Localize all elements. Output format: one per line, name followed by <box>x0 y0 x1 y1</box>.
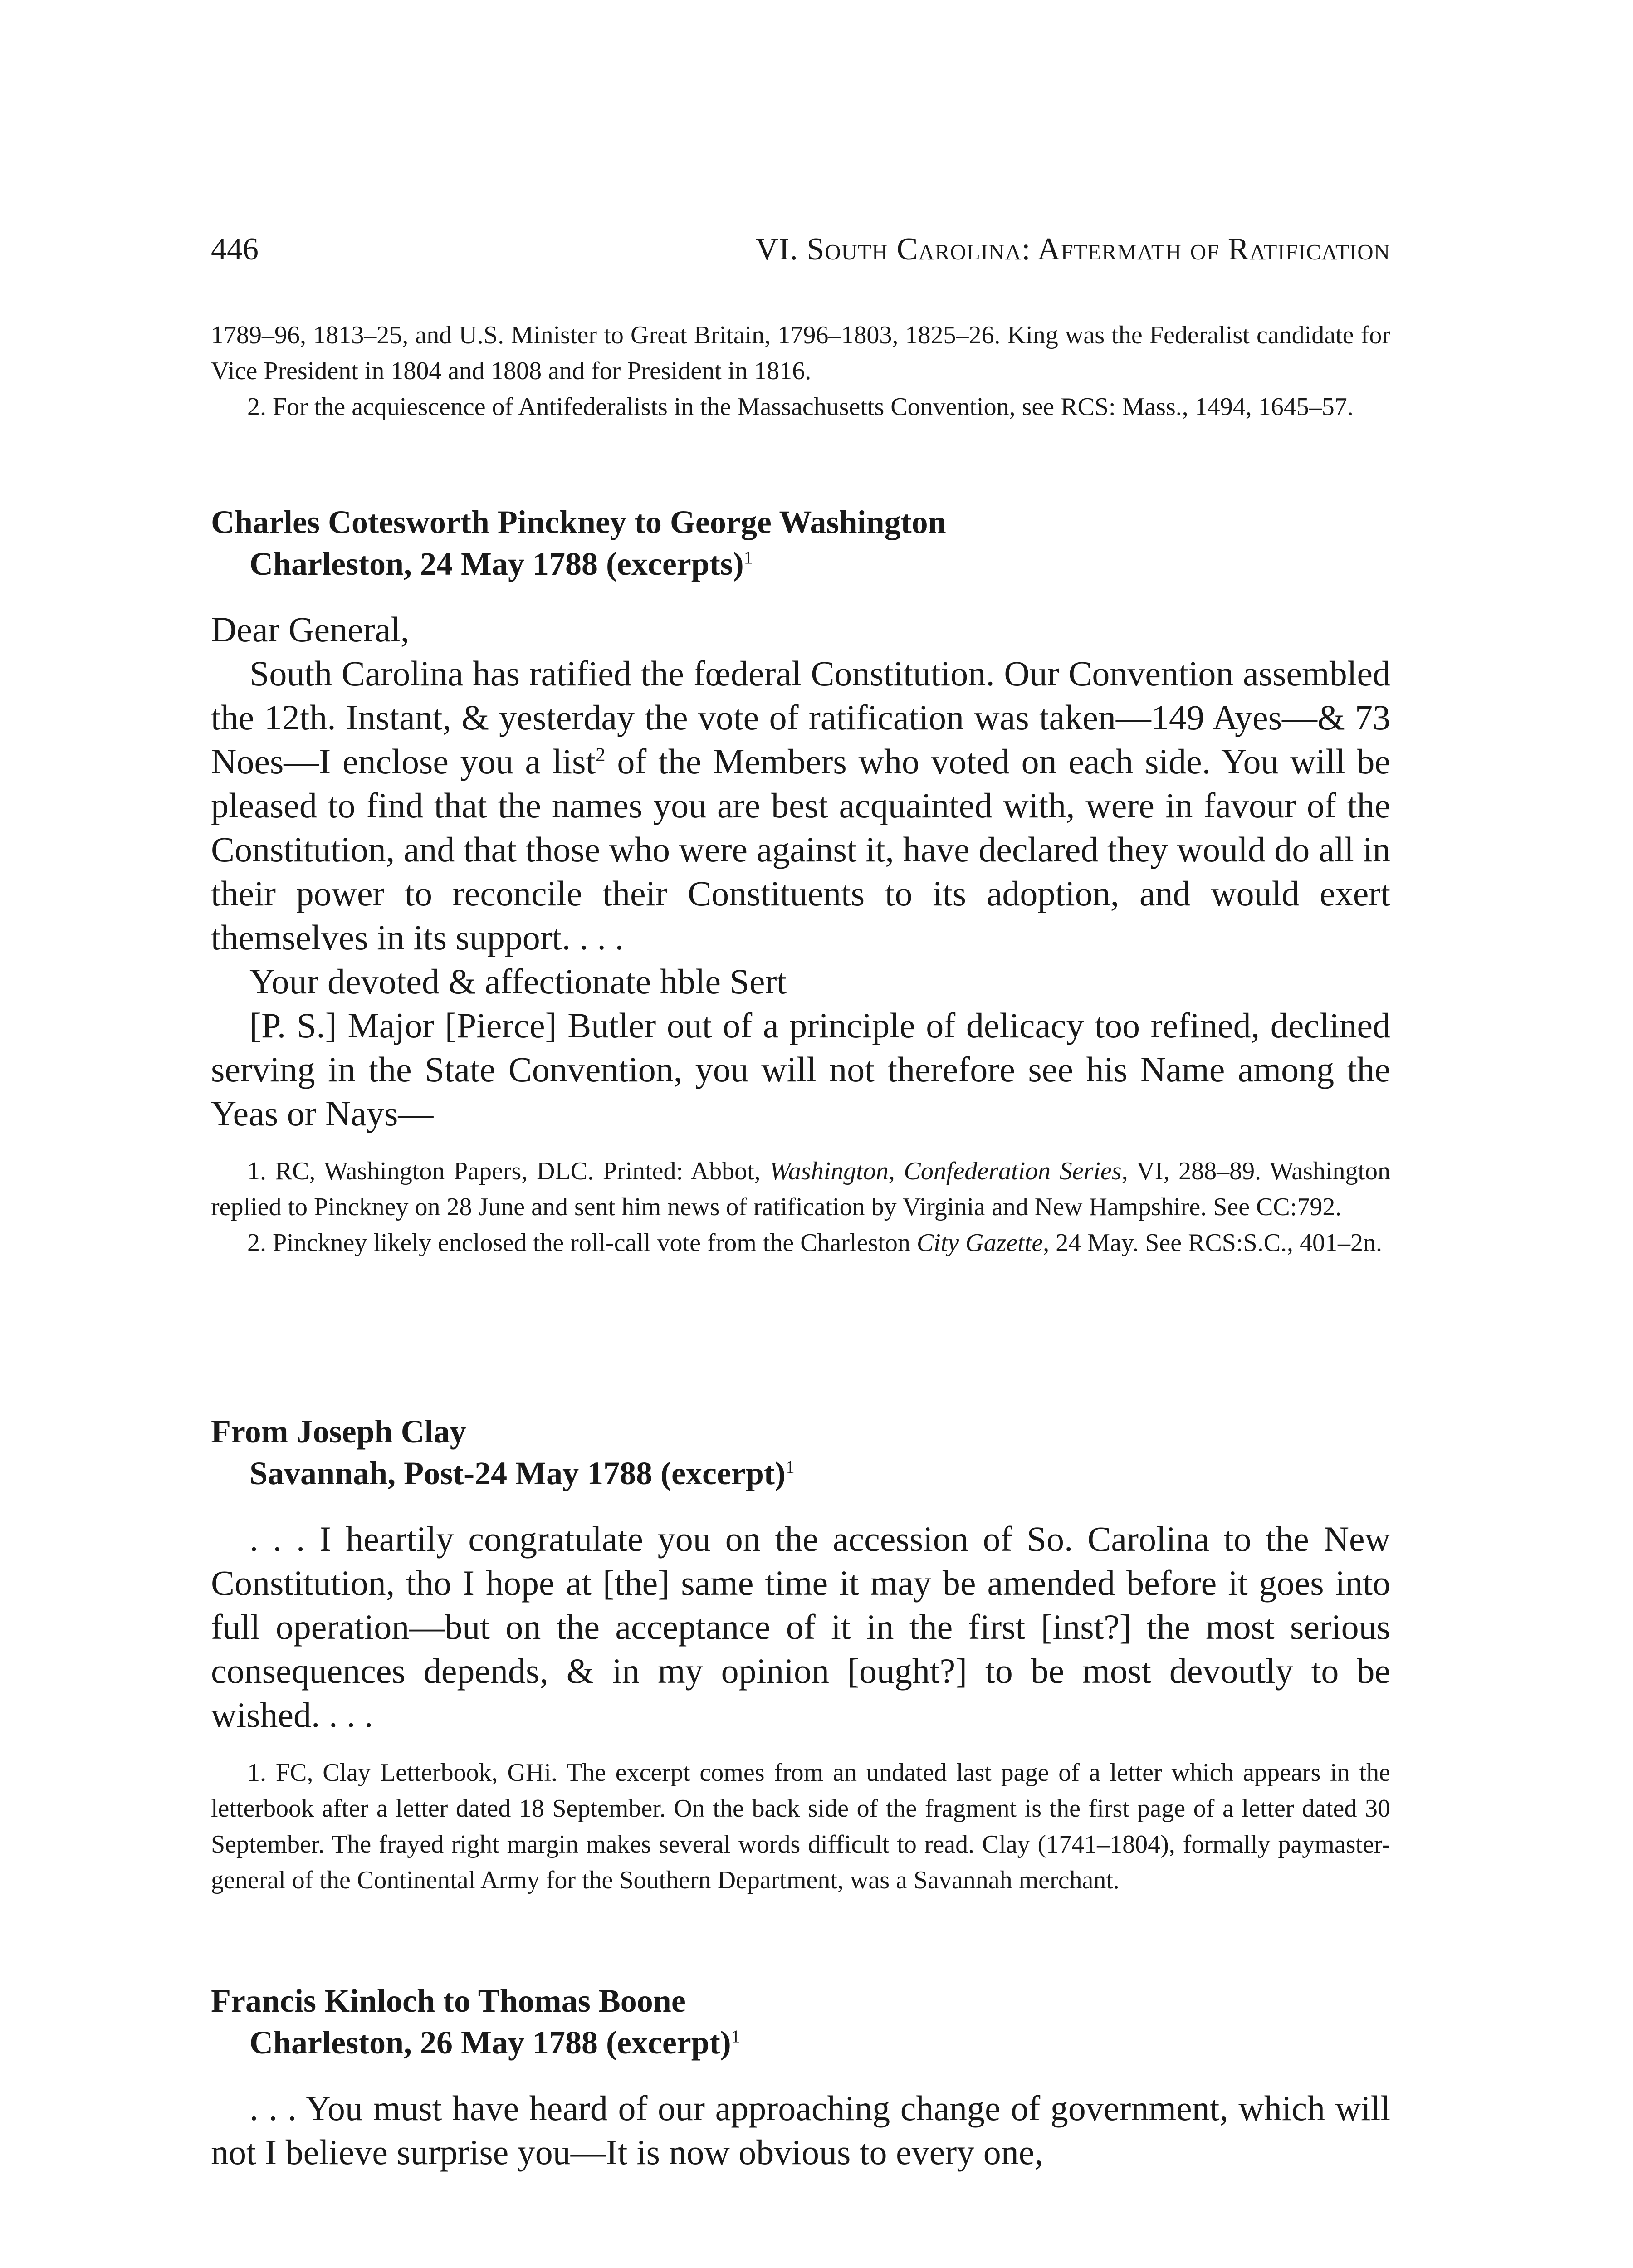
letter-closing: Your devoted & affectionate hble Sert <box>249 962 787 1001</box>
footnote-marker: 1 <box>743 547 753 567</box>
salutation: Dear General, <box>211 610 410 649</box>
carryover-footnotes <box>211 318 1390 425</box>
document-from-joseph-clay <box>211 1411 1390 1898</box>
letter-paragraph: . . . I heartily congratulate you on the accession of So. Carolina to the New Constitution, tho I hope at [the] same time it may be amended before it goes into full operation—but on the acceptance of it in the first [inst?] the most serious consequences depends, & in my opinion [ought?] to be most devoutly to be wished. . . . <box>211 1519 1390 1735</box>
document-dateline: Charleston, 24 May 1788 (excerpts)$^1$ <box>249 546 753 582</box>
footnote-marker: 1 <box>785 1457 795 1477</box>
footnote-marker: 2 <box>596 744 606 766</box>
running-head <box>211 229 1390 270</box>
document-title: Francis Kinloch to Thomas Boone <box>211 1983 686 2019</box>
document-heading <box>211 1411 1390 1494</box>
footnote-2: 2. Pinckney likely enclosed the roll-call vote from the Charleston City Gazette, 24 May. See RCS:S.C., 401–2n. <box>247 1229 1382 1257</box>
document-title: Charles Cotesworth Pinckney to George Washington <box>211 504 946 540</box>
document-heading <box>211 1980 1390 2063</box>
running-title: VI. South Carolina: Aftermath of Ratification <box>755 232 1390 267</box>
document-dateline: Savannah, Post-24 May 1788 (excerpt)$^1$ <box>249 1455 795 1491</box>
document-page <box>211 0 1390 2268</box>
footnote-2: 2. For the acquiescence of Antifederalists in the Massachusetts Convention, see RCS: Mass., 1494, 1645–57. <box>247 393 1354 421</box>
document-footnotes <box>211 1755 1390 1898</box>
footnote-continuation: 1789–96, 1813–25, and U.S. Minister to Great Britain, 1796–1803, 1825–26. King was the Federalist candidate for Vice President in 1804 and 1808 and for President in 1816. <box>211 321 1390 385</box>
document-pinckney-to-washington <box>211 501 1390 1261</box>
footnote-marker: 1 <box>731 2026 740 2046</box>
letter-paragraph: South Carolina has ratified the fœderal Constitution. Our Convention assembled the 12th. Instant, & yesterday the vote of ratification was taken—149 Ayes—& 73 Noes—I enclose you a list$^2$ of the Members who voted on each side. You will be pleased to find that the names you are best acquainted with, were in favour of the Constitution, and that those who were against it, have declared they would do all in their power to reconcile their Constituents to its adoption, and would exert themselves in its support. . . . <box>211 654 1390 957</box>
letter-postscript: [P. S.] Major [Pierce] Butler out of a principle of delicacy too refined, declined serving in the State Convention, you will not therefore see his Name among the Yeas or Nays— <box>211 1006 1390 1133</box>
document-heading <box>211 501 1390 585</box>
footnote-1: 1. FC, Clay Letterbook, GHi. The excerpt comes from an undated last page of a letter which appears in the letterbook after a letter dated 18 September. On the back side of the fragment is the first page of a letter dated 30 September. The frayed right margin makes several words difficult to read. Clay (1741–1804), formally paymaster-general of the Continental Army for the Southern Department, was a Savannah merchant. <box>211 1759 1390 1894</box>
document-dateline: Charleston, 26 May 1788 (excerpt)$^1$ <box>249 2024 740 2061</box>
document-title: From Joseph Clay <box>211 1413 466 1450</box>
letter-paragraph: . . . You must have heard of our approaching change of government, which will not I believe surprise you—It is now obvious to every one, <box>211 2088 1390 2172</box>
page-number: 446 <box>211 232 259 267</box>
document-footnotes <box>211 1154 1390 1261</box>
footnote-1: 1. RC, Washington Papers, DLC. Printed: Abbot, Washington, Confederation Series, VI, 288–89. Washington replied to Pinckney on 28 June and sent him news of ratification by Virginia and New Hampshire. See CC:792. <box>211 1157 1390 1221</box>
document-kinloch-to-boone <box>211 1980 1390 2174</box>
